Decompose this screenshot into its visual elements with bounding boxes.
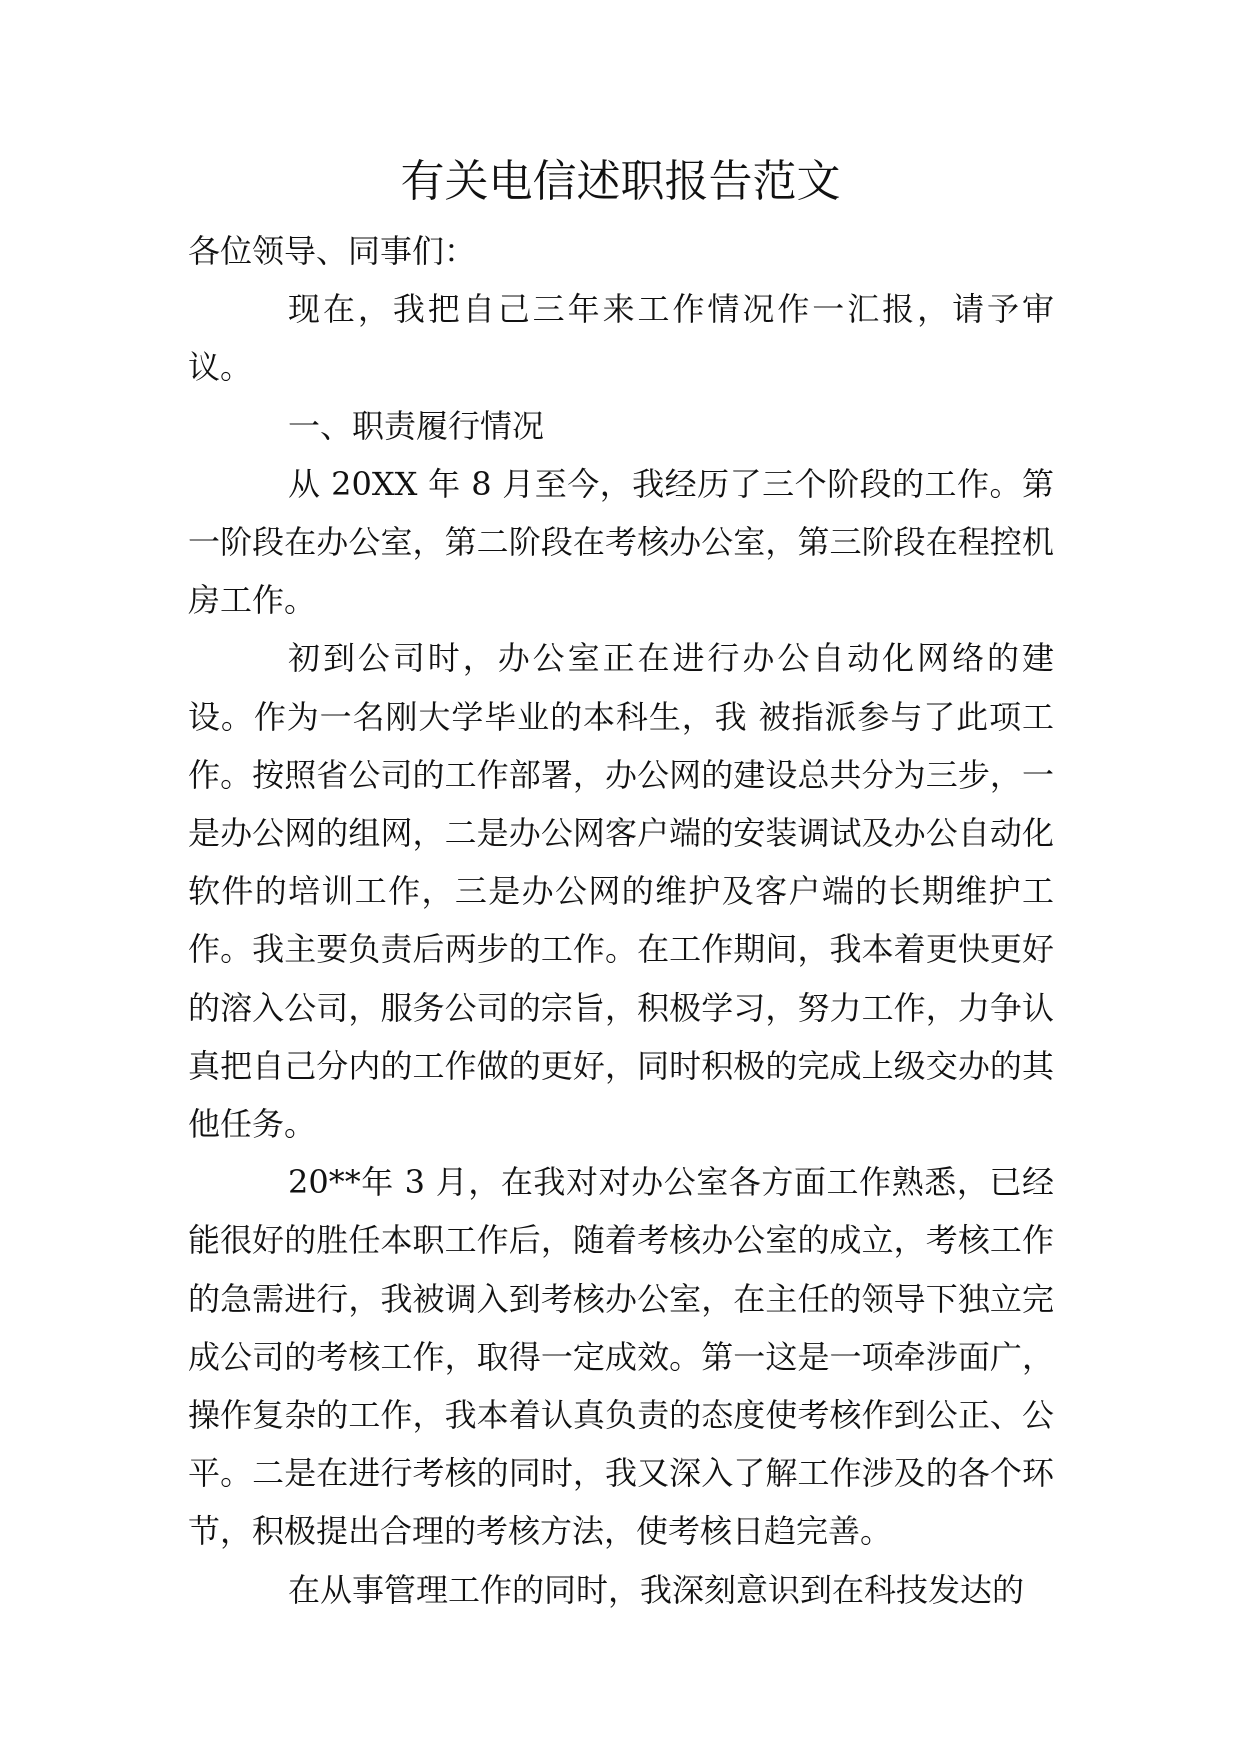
document-body: [188, 222, 1054, 1619]
paragraph: 从 20XX 年 8 月至今，我经历了三个阶段的工作。第一阶段在办公室，第二阶段在考核办公室，第三阶段在程控机房工作。: [188, 464, 1054, 620]
section-heading: 一、职责履行情况: [288, 406, 545, 445]
document-title: 有关电信述职报告范文: [400, 156, 841, 207]
paragraph: 20**年 3 月，在我对对办公室各方面工作熟悉，已经能很好的胜任本职工作后，随着考核办公室的成立，考核工作的急需进行，我被调入到考核办公室，在主任的领导下独立完成公司的考核工作，取得一定成效。第一这是一项牵涉面广，操作复杂的工作，我本着认真负责的态度使考核作到公正、公平。二是在进行考核的同时，我又深入了解工作涉及的各个环节，积极提出合理的考核方法，使考核日趋完善。: [188, 1163, 1054, 1551]
paragraph: 在从事管理工作的同时，我深刻意识到在科技发达的: [288, 1570, 1025, 1609]
greeting: 各位领导、同事们：: [188, 232, 477, 270]
paragraph-intro: 现在，我把自己三年来工作情况作一汇报，请予审议。: [188, 290, 1054, 387]
paragraph: 初到公司时，办公室正在进行办公自动化网络的建设。作为一名刚大学毕业的本科生，我 被指派参与了此项工作。按照省公司的工作部署，办公网的建设总共分为三步，一是办公网的组网，二是办公网客户端的安装调试及办公自动化软件的培训工作，三是办公网的维护及客户端的长期维护工作。我主要负责后两步的工作。在工作期间，我本着更快更好的溶入公司，服务公司的宗旨，积极学习，努力工作，力争认真把自己分内的工作做的更好，同时积极的完成上级交办的其他任务。: [188, 639, 1054, 1144]
